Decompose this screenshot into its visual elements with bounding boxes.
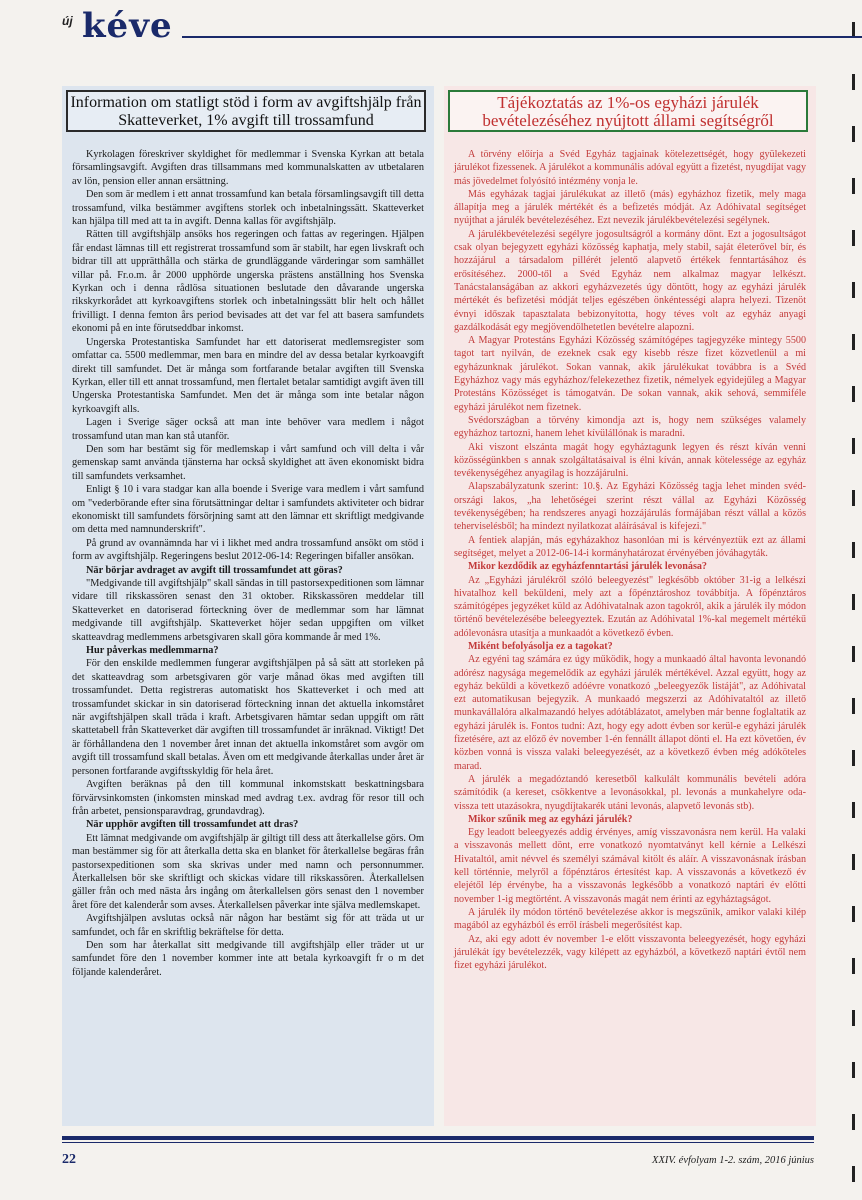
paragraph: A fentiek alapján, más egyházakhoz hasonlóan mi is kérvényeztük ezt az állami segítséget, melyet a 2012-06-14-i kormányhatározat érvényében jóváhagyták.: [454, 534, 806, 559]
section-question: Mikor kezdődik az egyházfenntartási járulék levonása?: [468, 561, 707, 573]
paragraph: Ett lämnat medgivande om avgiftshjälp är giltigt till dess att återkallelse görs. Om man bestämmer sig för att återkalla detta ska en blanket för återkallelse begäras från pastorsexpeditionen som ska skrivas under med namn och personnummer. Återkallelsen bör ske skriftligt och skickas vidare till rikskassören. Återkallelsen gäller från och med nästa års ingång om återkallelsen görs senast den 1 november året före det kalenderår som avses. Återkallelsen påverkar inte själva medlemskapet.: [72, 832, 424, 911]
paragraph: Den som har återkallat sitt medgivande till avgiftshjälp eller träder ut ur samfundet före den 1 november kommer inte att betala kyrkoavgift fr o m det följande kalenderåret.: [72, 939, 424, 978]
paragraph: A törvény előírja a Svéd Egyház tagjainak kötelezettségét, hogy gyülekezeti járulékot fizessenek. A járulékot a kommunális adóval együtt a fizetést, nyugdíjat vagy más jövedelmet folyósító intézmény vonja le.: [454, 149, 806, 187]
article-swedish: [62, 86, 434, 1126]
article-hungarian: [444, 86, 816, 1126]
article-body-swedish: [72, 148, 424, 979]
paragraph: Lagen i Sverige säger också att man inte behöver vara medlem i något trossamfund utan man kan stå utanför.: [72, 417, 424, 442]
paragraph: A járulékbevételezési segélyre jogosultságról a kormány dönt. Ezt a jogosultságot csak olyan bejegyzett egyházi közösség kaphatja, mely stabil, saját életerővel bír, és hozzájárul a társadalom pillérét jelentő alapvető értékek fenntartásához és erősítéséhez. 2000-től a Svéd Egyház nem alkalmaz magyar lelkészt. Tanácstalanságában az akkori egyházvezetés úgy döntött, hogy az egyházi járulék mértékét és befizetési módját teljes egészében önkéntességi alapra helyezi. Tizenöt évnyi időszak tapasztalata bebizonyította, hogy téves volt az egyház anyagi gazdálkodását egy megjövendölhetetlen bevételre alapozni.: [454, 228, 806, 333]
paragraph: Az egyéni tag számára ez úgy működik, hogy a munkaadó által havonta levonandó adórész nagysága megemelődik az egyházi járulék mértékével. Azzal együtt, hogy az egyház beküldi a következő adóévre vonatkozó „beleegyezők listáját", az Adóhivatal ezt automatikusan bejegyzik. A munkaadó megszerzi az Adóhivataltól az illető munkavállalóra alkalmazandó helyes adótáblázatot, amelyben már benne foglaltatik az egyházi járulék is. Fontos tudni: Azt, hogy egy adott évben sor kerül-e egyházi járulék fizetésére, azt az előző év november 1-én fennállt állapot dönti el. Ha ezt követően, év közben vonná is vissza valaki beleegyezését, az a következő évben még adóköteles marad.: [454, 654, 806, 772]
paragraph: På grund av ovannämnda har vi i likhet med andra trossamfund ansökt om stöd i form av avgiftshjälp. Regeringens beslut 2012-06-14: Regeringen bifaller ansökan.: [72, 537, 424, 563]
paragraph: Den som har bestämt sig för medlemskap i vårt samfund och vill delta i vår gemenskap samt använda tjänsterna har också skyldighet att även ekonomiskt bidra till samfundets verksamhet.: [72, 443, 424, 482]
paragraph: Ungerska Protestantiska Samfundet har ett datoriserat medlemsregister som omfattar ca. 5500 medlemmar, men bara en mindre del av dessa betalar kyrkoavgift direkt till samfundet. Det är många som fortfarande betalar avgiften till Svenska Kyrkan, eller till ett annat trossamfund, men flertalet betalar samtidigt avgift även till Ungerska Protestantiska Samfundet. Men det är många som inte betalar någon kyrkoavgift alls.: [72, 336, 424, 415]
article-body-hungarian: [454, 148, 806, 972]
paragraph: Egy leadott beleegyezés addig érvényes, amíg visszavonásra nem kerül. Ha valaki a visszavonás mellett dönt, erre vonatkozó nyomtatványt kell kérnie a Lelkészi Hivataltól, amit névvel és személyi számával kitölt és aláír. A visszavonásnak írásban kell történnie, melyről a főpénztáros értesítést kap. A visszavonás a következő év elejétől lép érvénybe, ha a visszavonás legkésőbb a vonatkozó naptári év előtti november 1-ig megtörtént. A visszavonás magát nem érinti az egyháztagságot.: [454, 827, 806, 905]
paragraph: Den som är medlem i ett annat trossamfund kan betala församlingsavgift till detta trossamfund, vilka bestämmer avgiftens storlek och inbetalningssätt. Skatteverket kan hjälpa till med att ta in avgift. Denna kallas för avgiftshjälp.: [72, 189, 424, 228]
masthead-rule: [182, 36, 862, 38]
page-number: 22: [62, 1152, 76, 1167]
masthead: [62, 6, 842, 48]
paragraph: Enligt § 10 i vara stadgar kan alla boende i Sverige vara medlem i vårt samfund om "vederbörande efter sina förutsättningar deltar i samfundets aktiviteter och bidrar ekonomiskt till samfundets försörjning samt att den lämnar ett skriftligt medgivande om detta med namnunderskrift".: [72, 484, 424, 536]
paragraph: "Medgivande till avgiftshjälp" skall sändas in till pastorsexpeditionen som lämnar vidare till rikskassören senast den 31 oktober. Rikskassören meddelar till Skatteverket en datoriserad förteckning över de medlemmar som har lämnat medgivande till avgiftshjälp. Skatteverket höjer sedan uppgiften om vilket skatteavdrag medlemmens arbetsgivaren skall göra kommande år med 1%.: [72, 578, 424, 643]
paragraph: Más egyházak tagjai járulékukat az illető (más) egyházhoz fizetik, mely maga állapítja meg a járulék mértékét és a befizetés módját. Az Adóhivatal segítséget nyújthat a járulék bevételezéséhez. Ezt nevezik járulékbevételezési segélynek.: [454, 188, 806, 227]
paragraph: A járulék ily módon történő bevételezése akkor is megszűnik, amikor valaki kilép magából az egyházból és erről írásbeli megerősítést kap.: [454, 906, 806, 932]
paragraph: Alapszabályzatunk szerint: 10.§. Az Egyházi Közösség tagja lehet minden svéd-országi lakos, „ha lehetőségei szerint részt vállal az Egyházi Közösség tevékenységében; ha rendszeres anyagi hozzájárulás formájában részt vállal a közös teherviselésből; ha mindezt nyilatkozat aláírásával is kifejezi.": [454, 481, 806, 533]
section-question: Mikor szűnik meg az egyházi járulék?: [468, 813, 633, 825]
section-question: När börjar avdraget av avgift till trossamfundet att göras?: [86, 564, 343, 576]
paragraph: Svédországban a törvény kimondja azt is, hogy nem szükséges valamely egyházhoz tartozni, hanem lehet kívülállónak is maradni.: [454, 414, 806, 440]
section-question: När upphör avgiften till trossamfundet att dras?: [86, 819, 299, 831]
footer-rule: [62, 1136, 814, 1140]
article-title-swedish: Information om statligt stöd i form av avgiftshjälp från Skatteverket, 1% avgift till trossamfund: [66, 90, 426, 132]
paragraph: Az, aki egy adott év november 1-e előtt visszavonta beleegyezését, hogy egyházi járulékát így bevételezzék, vagy kilépett az egyházból, a következő naptári évtől nem fizet egyházi járulékot.: [454, 933, 806, 972]
paragraph: Kyrkolagen föreskriver skyldighet för medlemmar i Svenska Kyrkan att betala församlingsavgift. Avgiften dras tillsammans med kommunalskatten av utbetalaren av lön, pension eller annan ersättning.: [72, 149, 424, 187]
article-title-hungarian: Tájékoztatás az 1%-os egyházi járulék bevételezéséhez nyújtott állami segítségről: [448, 90, 808, 132]
section-question: Hur påverkas medlemmarna?: [86, 645, 219, 657]
paragraph: A járulék a megadóztandó keresetből kalkulált kommunális bevételi adóra számítódik (a kereset, csökkentve a levonásokkal, pl. levonás a munkahelyre oda-vissza tett utazásokra, nyugdíjtakarék utáni levonás, alapvető levonás stb).: [454, 773, 806, 812]
logo-prefix: új: [62, 14, 73, 28]
paragraph: Az „Egyházi járulékről szóló beleegyezést" legkésőbb október 31-ig a lelkészi hivatalhoz kell beküldeni, mely azt a főpénztároshoz továbbítja. A főpénztáros számítógépes jegyzéket küld az Adóhivatalnak azon tagokról, akik a járulék ily módon történő bevételezésébe beleegyeztek. Ezután az Adóhivatal 1%-kal megemelt mértékű adólevonásra utasítja a munkaadót a következő évben.: [454, 574, 806, 639]
binder-holes: [850, 14, 858, 1190]
section-question: Miként befolyásolja ez a tagokat?: [468, 640, 613, 652]
paragraph: För den enskilde medlemmen fungerar avgiftshjälpen på så sätt att storleken på det skatteavdrag som arbetsgivaren gör varje månad ökas med avgiften till trossamfundet. Detta registreras automatiskt hos Skatteverket i och med att trossamfundet skickar in sin datoriserad förteckning innan det aktuella inkomståret när avgiftshjälpen skall träda i kraft. Arbetsgivaren hämtar sedan uppgift om rätt skattetabell från Skatteverket där avgiften till trossamfundet är inräknad. Viktigt! Det är förhållandena den 1 november året innan det aktuella inkomståret som avgör om avgift till trossamfund skall betalas. Även om ett medgivande återkallas under året är personen fortfarande avgiftsskyldig för hela året.: [72, 658, 424, 777]
paragraph: Avgiften beräknas på den till kommunal inkomstskatt beskattningsbara förvärvsinkomsten (inkomsten minskad med avdrag t.ex. avdrag för resor till och från arbetet, pensionsparavdrag, grundavdrag).: [72, 779, 424, 817]
paragraph: A Magyar Protestáns Egyházi Közösség számítógépes tagjegyzéke mintegy 5500 tagot tart nyilván, de ezeknek csak egy kisebb része fizet közvetlenül a mi egyházunknak járulékot. Sokan vannak, akik járulékukat továbbra is a Svéd Egyházhoz vagy más egyházhoz/felekezethez fizetik, némelyek egyidejűleg a Magyar Protestáns Közösséget is támogatván. De sokan vannak, akik sehová, semmiféle egyházi járulékot nem fizetnek.: [454, 335, 806, 413]
issue-info: XXIV. évfolyam 1-2. szám, 2016 június: [652, 1155, 814, 1166]
footer-rule-thin: [62, 1142, 814, 1143]
paragraph: Rätten till avgiftshjälp ansöks hos regeringen och fattas av regeringen. Hjälpen får endast lämnas till ett registrerat trossamfund som är stabilt, har egen livskraft och bidrar till att upprätthålla och stärka de grundläggande värderingar som samhället villar på. Fr.o.m. år 2000 upphörde ungerska prästens anställning hos Svenska Kyrkan och i denna rådlösa situationen beslutade den dåvarande ungerska rikskyrkorådet att kyrkoavgiftens storlek och inbetalningssätt blir helt och hållet frivilligt. I denna femton års period bevisades att det var fel att basera samfundets ekonomi på en inte förutseddbar inkomst.: [72, 229, 424, 335]
paragraph: Avgiftshjälpen avslutas också när någon har bestämt sig för att träda ut ur samfundet, och får en skriftlig bekräftelse för detta.: [72, 913, 424, 938]
paragraph: Aki viszont elszánta magát hogy egyháztagunk legyen és részt kíván venni közösségünkben s annak szolgáltatásaival is élni kíván, annak kötelessége az egyház tevékenységéhez anyagilag is hozzájárulni.: [454, 441, 806, 480]
logo-title: kéve: [82, 6, 173, 46]
